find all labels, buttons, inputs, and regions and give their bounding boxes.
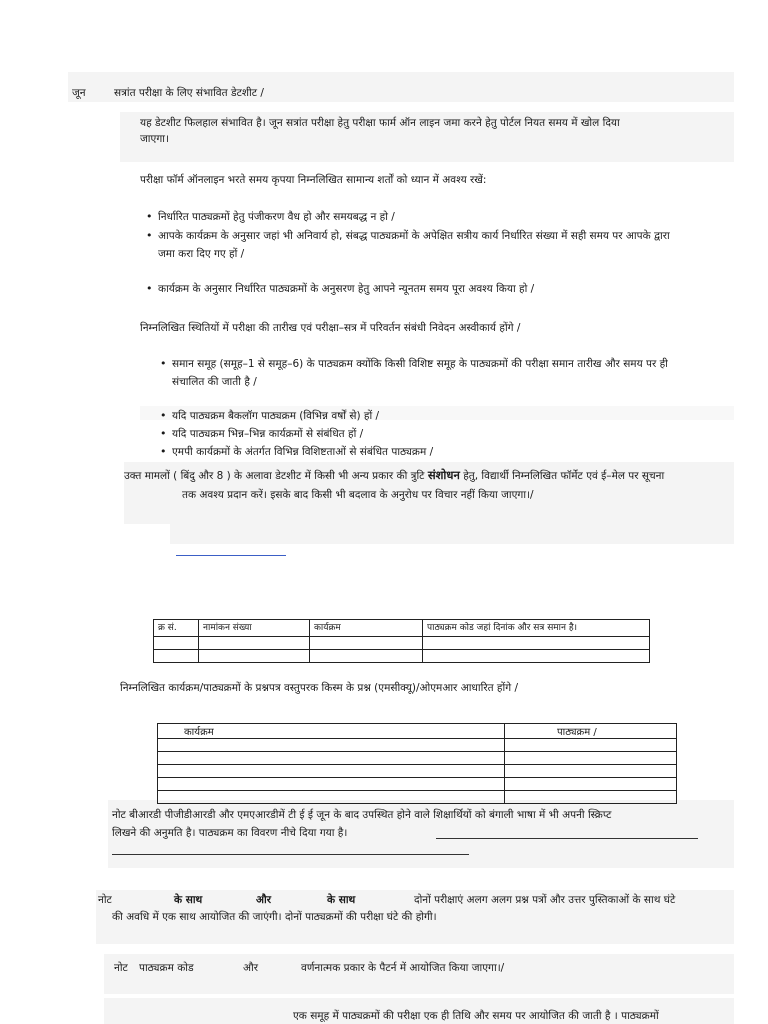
intro-line-2: जाएगा। [140, 133, 169, 145]
mcq-table-header-programme: कार्यक्रम [158, 724, 505, 739]
change-requests-item-1: • समान समूह (समूह–1 से समूह–6) के पाठ्यक्रम क्योंकि किसी विशिष्ट समूह के पाठ्यक्रमों की परीक्षा समान तारीख और समय पर ही [172, 356, 668, 372]
format-table-header-programme: कार्यक्रम [310, 620, 423, 637]
table-row [158, 778, 677, 791]
format-table-header-course-code: पाठ्यक्रम कोड जहां दिनांक और सत्र समान है। [423, 620, 650, 637]
format-table [153, 619, 650, 663]
note1-blank-line-2 [112, 854, 469, 855]
change-requests-item-1-cont: संचालित की जाती है / [172, 376, 257, 388]
table-row [158, 791, 677, 804]
note1-line-1: नोट बीआरडी पीजीडीआरडी और एमएआरडीमें टी ई ई जून के बाद उपस्थित होने वाले शिक्षार्थियों को बंगाली भाषा में भी अपनी स्क्रिप्ट [112, 809, 612, 821]
note3-and: और [243, 962, 259, 974]
note2-line-2: की अवधि में एक साथ आयोजित की जाएंगी। दोनों पाठ्यक्रमों की परीक्षा घंटे की होगी। [112, 911, 437, 923]
note1-blank-line-1 [436, 838, 698, 839]
correction-line-2: तक अवश्य प्रदान करें। इसके बाद किसी भी बदलाव के अनुरोध पर विचार नहीं किया जाएगा।/ [182, 489, 534, 501]
table-row [154, 650, 650, 663]
table-row [154, 637, 650, 650]
mcq-lead: निम्नलिखित कार्यक्रम/पाठ्यक्रमों के प्रश्नपत्र वस्तुपरक किस्म के प्रश्न (एमसीक्यू)/ओएमआर आधारित होंगे / [120, 682, 519, 694]
heading-month: जून [72, 87, 86, 99]
intro-line-1: यह डेटशीट फिलहाल संभावित है। जून सत्रांत परीक्षा हेतु परीक्षा फार्म ऑन लाइन जमा करने हेतु पोर्टल नियत समय में खोल दिया [140, 117, 620, 129]
table-row [158, 752, 677, 765]
mcq-table [157, 723, 677, 804]
page-title: सत्रांत परीक्षा के लिए संभावित डेटशीट / [114, 87, 264, 99]
email-link[interactable] [176, 555, 286, 556]
note2-line-1-end: दोनों परीक्षाएं अलग अलग प्रश्न पत्रों और उत्तर पुस्तिकाओं के साथ घंटे [414, 894, 676, 906]
format-table-header-sno: क्र सं. [154, 620, 199, 637]
change-requests-lead: निम्नलिखित स्थितियों में परीक्षा की तारीख एवं परीक्षा–सत्र में परिवर्तन संबंधी निवेदन अस्वीकार्य होंगे / [140, 322, 521, 334]
note2-label: नोट [98, 894, 112, 906]
conditions-bullet-2-cont: जमा करा दिए गए हों / [158, 248, 245, 260]
note3-rest: वर्णनात्मक प्रकार के पैटर्न में आयोजित किया जाएगा।/ [301, 962, 505, 974]
note2-and: और [256, 894, 272, 906]
conditions-bullet-2: • आपके कार्यक्रम के अनुसार जहां भी अनिवार्य हो, संबद्ध पाठ्यक्रमों के अपेक्षित सत्रीय कार्य निर्धारित संख्या में सही समय पर आपके द्वारा [158, 228, 670, 244]
conditions-lead: परीक्षा फॉर्म ऑनलाइन भरते समय कृपया निम्नलिखित सामान्य शर्तों को ध्यान में अवश्य रखें: [140, 174, 487, 186]
conditions-bullet-3: • कार्यक्रम के अनुसार निर्धारित पाठ्यक्रमों के अनुसरण हेतु आपने न्यूनतम समय पूरा अवश्य किया हो / [158, 281, 534, 297]
change-requests-item-3: • यदि पाठ्यक्रम भिन्न–भिन्न कार्यक्रमों से संबंधित हों / [172, 426, 363, 442]
change-requests-item-4: • एमपी कार्यक्रमों के अंतर्गत विभिन्न विशिष्टताओं से संबंधित पाठ्यक्रम / [172, 444, 433, 460]
correction-band-lower [170, 524, 734, 544]
table-row [158, 739, 677, 752]
conditions-bullet-1: • निर्धारित पाठ्यक्रमों हेतु पंजीकरण वैध हो और समयबद्ध न हो / [158, 209, 395, 225]
mcq-table-header-course: पाठ्यक्रम / [505, 724, 677, 739]
note3-course-code: पाठ्यक्रम कोड [139, 962, 194, 974]
footer-line: एक समूह में पाठ्यक्रमों की परीक्षा एक ही तिथि और समय पर आयोजित की जाती है । पाठ्यक्रमों [293, 1010, 659, 1022]
format-table-header-enrolment: नामांकन संख्या [199, 620, 310, 637]
note2-with-2: के साथ [327, 894, 356, 906]
table-row [158, 765, 677, 778]
change-requests-item-2: • यदि पाठ्यक्रम बैकलॉग पाठ्यक्रम (विभिन्न वर्षों से) हों / [172, 408, 379, 424]
correction-line-1: उक्त मामलों ( बिंदु और 8 ) के अलावा डेटशीट में किसी भी अन्य प्रकार की त्रुटि संशोधन हेतु, विद्यार्थी निम्नलिखित फॉर्मेट एवं ई–मेल पर सूचना [124, 468, 665, 482]
note3-label: नोट [114, 962, 128, 974]
note2-with-1: के साथ [174, 894, 203, 906]
note1-line-2: लिखने की अनुमति है। पाठ्यक्रम का विवरण नीचे दिया गया है। [112, 827, 348, 839]
